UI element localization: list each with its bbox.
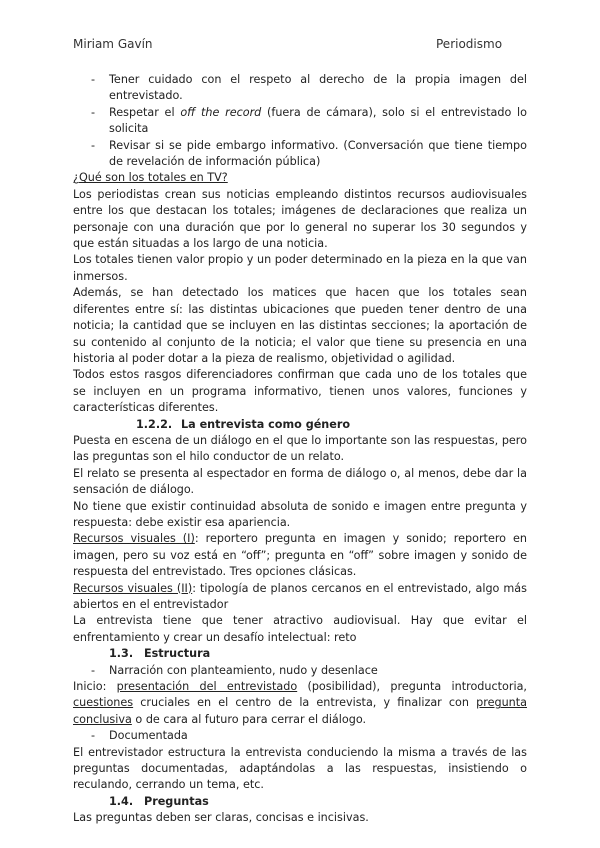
bullet-item: - Documentada (73, 728, 527, 744)
section-number: 1.4. (109, 794, 134, 808)
paragraph: Recursos visuales (II): tipología de planos cercanos en el entrevistado, algo más abiertos en el entrevistador (73, 581, 527, 611)
paragraph: Todos estos rasgos diferenciadores confirman que cada uno de los totales que se incluyen en un programa informativo, tienen unos valores, funciones y características diferentes. (73, 368, 527, 415)
section-heading (73, 417, 527, 433)
section-number: 1.2.2. (136, 417, 173, 431)
underlined-text: presentación del entrevistado (116, 680, 298, 694)
bullet-item: - Revisar si se pide embargo informativo. (Conversación que tiene tiempo de revelación de información pública) (91, 138, 527, 169)
paragraph: No tiene que existir continuidad absoluta de sonido e imagen entre pregunta y respuesta: debe existir esa apariencia. (73, 499, 527, 529)
section-heading (73, 794, 527, 810)
header-author: Miriam Gavín (73, 37, 153, 51)
paragraph: Los totales tienen valor propio y un poder determinado en la pieza en la que van inmersos. (73, 253, 527, 283)
bullet-dash: - (91, 729, 96, 743)
paragraph: Recursos visuales (I): reportero pregunta en imagen y sonido; reportero en imagen, pero su voz está en “off”; pregunta en “off” sobre imagen y sonido de respuesta del entrevistado. Tres opciones clásicas. (73, 532, 527, 579)
paragraph: Puesta en escena de un diálogo en el que lo importante son las respuestas, pero las preguntas son el hilo conductor de un relato. (73, 433, 527, 464)
bullet-dash: - (91, 73, 96, 86)
bullet-dash: - (91, 138, 96, 152)
paragraph: El relato se presenta al espectador en forma de diálogo o, al menos, debe dar la sensación de diálogo. (73, 466, 527, 497)
header-subject: Periodismo (436, 37, 503, 51)
document-body (73, 72, 527, 827)
paragraph: El entrevistador estructura la entrevista conduciendo la misma a través de las preguntas documentadas, adaptándolas a las respuestas, insistiendo o reculando, cerrando un tema, etc. (73, 745, 527, 792)
underlined-label: Recursos visuales (II) (73, 581, 193, 595)
paragraph: Los periodistas crean sus noticias empleando distintos recursos audiovisuales entre los que destacan los totales; imágenes de declaraciones que realiza un personaje con una duración que por lo general no superar los 30 segundos y que están situadas a los largo de una noticia. (73, 187, 527, 251)
emphasis-text: off the record (180, 105, 262, 119)
underlined-text: cuestiones (73, 696, 134, 710)
bullet-item: - Tener cuidado con el respeto al derecho de la propia imagen del entrevistado. (91, 73, 527, 103)
underlined-label: Recursos visuales (I) (73, 532, 195, 546)
question-heading: ¿Qué son los totales en TV? (73, 171, 228, 185)
section-number: 1.3. (109, 647, 134, 661)
section-title: Estructura (144, 647, 211, 661)
section-heading (73, 646, 527, 662)
paragraph: Además, se han detectado los matices que hacen que los totales sean diferentes entre sí: las distintas ubicaciones que pueden tener dentro de una noticia; la cantidad que se incluyen en las distintas secciones; la aportación de su contenido al conjunto de la noticia; el valor que tiene su presencia en una historia al poder dotar a la pieza de realismo, objetividad o agilidad. (73, 286, 527, 365)
paragraph: Inicio: presentación del entrevistado (posibilidad), pregunta introductoria, cuestiones cruciales en el centro de la entrevista, y finalizar con pregunta conclusiva o de cara al futuro para cerrar el diálogo. (73, 680, 527, 726)
bullet-item: - Narración con planteamiento, nudo y desenlace (73, 663, 527, 679)
paragraph: Las preguntas deben ser claras, concisas e incisivas. (73, 811, 369, 825)
underlined-text: pregunta conclusiva (73, 696, 527, 726)
bullet-dash: - (91, 105, 96, 119)
paragraph: La entrevista tiene que tener atractivo audiovisual. Hay que evitar el enfrentamiento y crear un desafío intelectual: reto (73, 614, 527, 644)
section-title: La entrevista como género (181, 417, 351, 431)
bullet-item: - Respetar el off the record (fuera de cámara), solo si el entrevistado lo solicita (91, 105, 527, 136)
section-title: Preguntas (144, 794, 209, 808)
bullet-dash: - (91, 663, 96, 677)
